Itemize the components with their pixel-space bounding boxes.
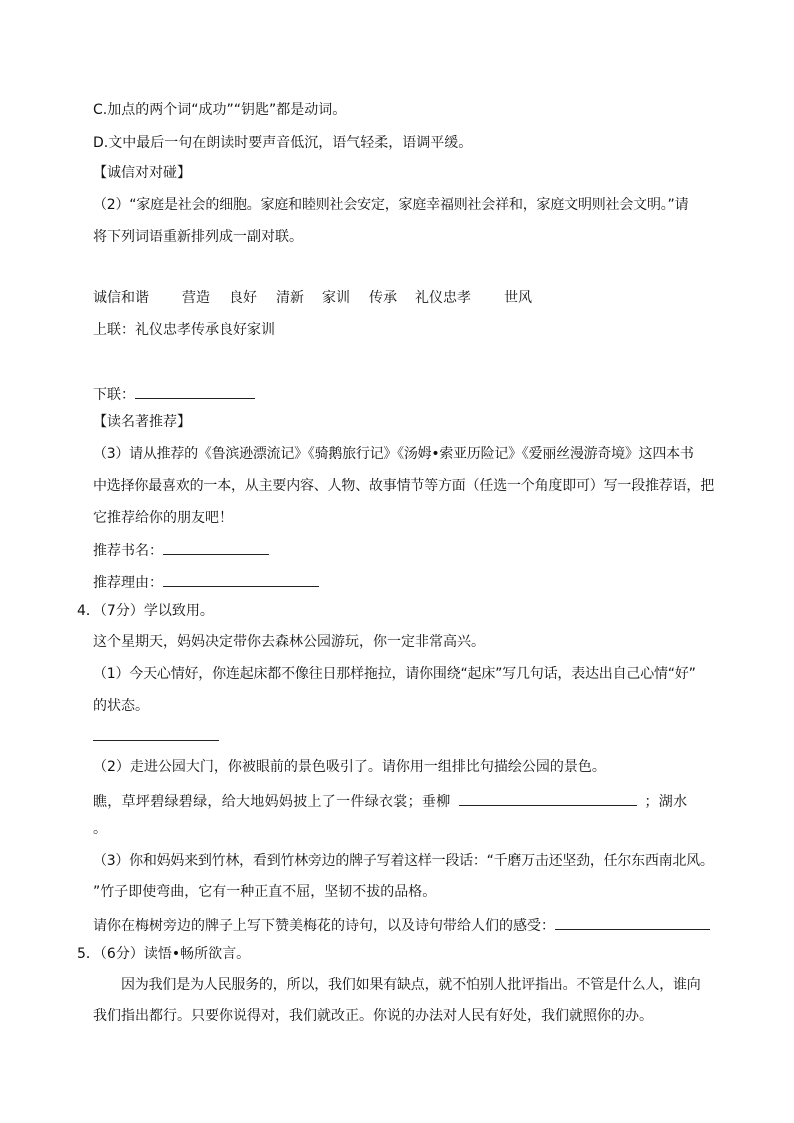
upper-couplet: 上联：礼仪忠孝传承良好家训 xyxy=(93,322,275,338)
book-reason xyxy=(93,570,319,593)
lower-couplet xyxy=(93,382,255,405)
word-item: 家训 xyxy=(322,290,350,306)
q4-sub2-fill xyxy=(93,789,687,812)
plum-poem-blank[interactable] xyxy=(555,913,710,930)
q3-sub2-line1: （2）“家庭是社会的细胞。家庭和睦则社会安定，家庭幸福则社会祥和，家庭文明则社会文明。”请 xyxy=(93,197,689,213)
q4-sub3-line1: （3）你和妈妈来到竹林，看到竹林旁边的牌子写着这样一段话：“千磨万击还坚劲，任尔东西南北风。 xyxy=(93,853,714,869)
q4-sub2: （2）走进公园大门，你被眼前的景色吸引了。请你用一组排比句描绘公园的景色。 xyxy=(93,759,606,775)
word-item: 诚信和谐 xyxy=(93,290,149,306)
q4-sub3-line2: ”竹子即使弯曲，它有一种正直不屈，坚韧不拔的品格。 xyxy=(93,884,437,900)
word-item: 世风 xyxy=(504,290,532,306)
willow-blank[interactable] xyxy=(459,789,637,806)
q4-sub3-line3-text: 请你在梅树旁边的牌子上写下赞美梅花的诗句，以及诗句带给人们的感受： xyxy=(93,918,555,934)
lower-couplet-blank[interactable] xyxy=(135,382,255,399)
q3-sub3-line1: （3）请从推荐的《鲁滨逊漂流记》《骑鹅旅行记》《汤姆•索亚历险记》《爱丽丝漫游奇境》这四本书 xyxy=(93,446,694,462)
word-item: 传承 xyxy=(369,290,397,306)
book-name xyxy=(93,538,269,561)
q4-sub1-line2: 的状态。 xyxy=(93,698,149,714)
q5-para-line2: 我们指出都行。只要你说得对，我们就改正。你说的办法对人民有好处，我们就照你的办。 xyxy=(93,1008,653,1024)
option-c: C.加点的两个词“成功”“钥匙”都是动词。 xyxy=(93,102,347,118)
q4-sub2-fill-end: 。 xyxy=(93,821,107,837)
word-item: 营造 xyxy=(182,290,210,306)
q4-heading: 4．（7分）学以致用。 xyxy=(77,603,214,619)
book-name-blank[interactable] xyxy=(163,538,269,555)
q5-heading: 5．（6分）读悟•畅所欲言。 xyxy=(77,946,251,962)
q3-sub3-line2: 中选择你最喜欢的一本，从主要内容、人物、故事情节等方面（任选一个角度即可）写一段推荐语，把 xyxy=(93,478,714,494)
lower-couplet-label: 下联： xyxy=(93,387,135,403)
q4-intro: 这个星期天，妈妈决定带你去森林公园游玩，你一定非常高兴。 xyxy=(93,634,485,650)
q5-para-line1: 因为我们是为人民服务的，所以，我们如果有缺点，就不怕别人批评指出。不管是什么人，谁向 xyxy=(121,977,701,993)
q4-sub1-line1: （1）今天心情好，你连起床都不像往日那样拖拉，请你围绕“起床”写几句话，表达出自己心情“好” xyxy=(93,666,696,682)
section-books-heading: 【读名著推荐】 xyxy=(93,414,191,430)
q4-sub1-answer-line[interactable] xyxy=(93,740,219,741)
section-couplet-heading: 【诚信对对碰】 xyxy=(93,165,191,181)
q3-sub2-line2: 将下列词语重新排列成一副对联。 xyxy=(93,229,303,245)
q3-sub3-line3: 它推荐给你的朋友吧！ xyxy=(93,510,233,526)
book-reason-blank[interactable] xyxy=(163,570,319,587)
q4-sub2-fill-a: 瞧，草坪碧绿碧绿，给大地妈妈披上了一件绿衣裳；垂柳 xyxy=(93,794,451,810)
q4-sub2-fill-b: ；湖水 xyxy=(644,794,688,810)
q4-sub3-line3 xyxy=(93,913,710,936)
word-item: 清新 xyxy=(276,290,304,306)
option-d: D.文中最后一句在朗读时要声音低沉，语气轻柔，语调平缓。 xyxy=(93,135,473,151)
word-item: 良好 xyxy=(229,290,257,306)
book-name-label: 推荐书名： xyxy=(93,543,163,559)
word-item: 礼仪忠孝 xyxy=(415,290,471,306)
book-reason-label: 推荐理由： xyxy=(93,575,163,591)
